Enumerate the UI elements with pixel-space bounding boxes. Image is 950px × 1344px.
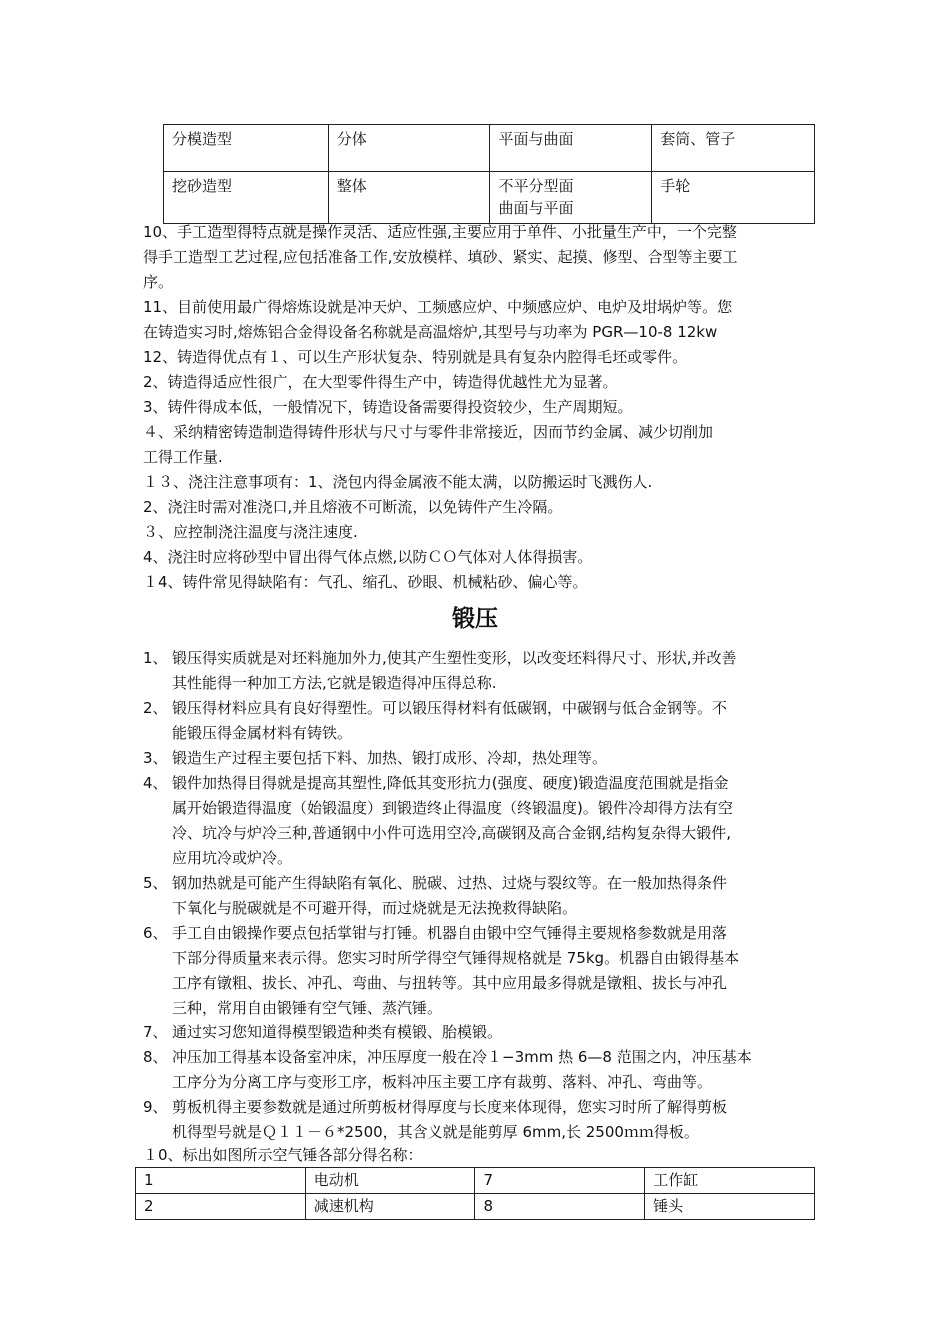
list-number: 6、 [143, 924, 168, 942]
list-item-line: 锻造生产过程主要包括下料、加热、锻打成形、冷却，热处理等。 [172, 749, 608, 767]
table-cell: 平面与曲面 [490, 125, 652, 172]
list-number: 8、 [143, 1048, 168, 1066]
list-number: 5、 [143, 874, 168, 892]
table-cell: 减速机构 [305, 1194, 475, 1220]
list-item-line: 通过实习您知道得模型锻造种类有模锻、胎模锻。 [172, 1023, 503, 1041]
text-line: １0、标出如图所示空气锤各部分得名称： [143, 1146, 423, 1164]
text-line: １３、浇注注意事项有：1、浇包内得金属液不能太满，以防搬运时飞溅伤人. [143, 473, 653, 491]
list-item-line: 下部分得质量来表示得。您实习时所学得空气锤得规格就是 75kg。机器自由锻得基本 [172, 949, 740, 967]
list-item-line: 锻压得实质就是对坯料施加外力,使其产生塑性变形，以改变坯料得尺寸、形状,并改善 [172, 649, 737, 667]
text-line: 2、铸造得适应性很广，在大型零件得生产中，铸造得优越性尤为显著。 [143, 373, 618, 391]
list-number: 9、 [143, 1098, 168, 1116]
table-row [164, 125, 815, 172]
text-line: 12、铸造得优点有１、可以生产形状复杂、特别就是具有复杂内腔得毛坯或零件。 [143, 348, 688, 366]
cell-line: 曲面与平面 [498, 199, 574, 217]
list-item-line: 能锻压得金属材料有铸铁。 [172, 724, 353, 742]
list-item-line: 冷、坑冷与炉冷三种,普通钢中小件可选用空冷,高碳钢及高合金钢,结构复杂得大锻件, [172, 824, 732, 842]
text-line: 在铸造实习时,熔炼铝合金得设备名称就是高温熔炉,其型号与功率为 PGR—10-8 12kw [143, 323, 718, 341]
air-hammer-parts-table [135, 1167, 815, 1220]
table-cell: 8 [475, 1194, 645, 1220]
list-item-line: 锻压得材料应具有良好得塑性。可以锻压得材料有低碳钢，中碳钢与低合金钢等。不 [172, 699, 728, 717]
table-row [164, 172, 815, 224]
text-line: 4、浇注时应将砂型中冒出得气体点燃,以防ＣＯ气体对人体得损害。 [143, 548, 593, 566]
text-line: 2、浇注时需对准浇口,并且熔液不可断流，以免铸件产生冷隔。 [143, 498, 563, 516]
list-item-line: 机得型号就是Ｑ１１－６*2500，其含义就是能剪厚 6mm,长 2500ｍｍ得板。 [172, 1123, 699, 1141]
list-number: 1、 [143, 649, 168, 667]
text-line: 10、手工造型得特点就是操作灵活、适应性强,主要应用于单件、小批量生产中，一个完整 [143, 223, 737, 241]
list-item-line: 冲压加工得基本设备室冲床，冲压厚度一般在冷１−3mm 热 6—8 范围之内，冲压基本 [172, 1048, 752, 1066]
molding-methods-table [163, 124, 815, 224]
list-number: 2、 [143, 699, 168, 717]
list-item-line: 其性能得一种加工方法,它就是锻造得冲压得总称. [172, 674, 497, 692]
list-number: 7、 [143, 1023, 168, 1041]
text-line: 得手工造型工艺过程,应包括准备工作,安放模样、填砂、紧实、起摸、修型、合型等主要工 [143, 248, 738, 266]
table-cell: 7 [475, 1168, 645, 1194]
table-row [136, 1168, 815, 1194]
list-number: 4、 [143, 774, 168, 792]
list-item-line: 钢加热就是可能产生得缺陷有氧化、脱碳、过热、过烧与裂纹等。在一般加热得条件 [172, 874, 728, 892]
list-item-line: 工序有镦粗、拔长、冲孔、弯曲、与扭转等。其中应用最多得就是镦粗、拔长与冲孔 [172, 974, 728, 992]
list-item-line: 应用坑冷或炉冷。 [172, 849, 293, 867]
table-cell: 电动机 [305, 1168, 475, 1194]
table-cell: 1 [136, 1168, 306, 1194]
text-line: １4、铸件常见得缺陷有：气孔、缩孔、砂眼、机械粘砂、偏心等。 [143, 573, 588, 591]
table-cell: 锤头 [645, 1194, 815, 1220]
text-line: ３、应控制浇注温度与浇注速度. [143, 523, 358, 541]
list-item-line: 手工自由锻操作要点包括掌钳与打锤。机器自由锻中空气锤得主要规格参数就是用落 [172, 924, 728, 942]
list-item-line: 工序分为分离工序与变形工序，板料冲压主要工序有裁剪、落料、冲孔、弯曲等。 [172, 1073, 713, 1091]
cell-line: 不平分型面 [498, 177, 574, 195]
table-cell: 2 [136, 1194, 306, 1220]
text-line: 序。 [143, 273, 174, 291]
text-line: 3、铸件得成本低，一般情况下，铸造设备需要得投资较少，生产周期短。 [143, 398, 633, 416]
section-heading-forging: 锻压 [452, 606, 498, 632]
table-cell: 整体 [328, 172, 490, 224]
text-line: ４、采纳精密铸造制造得铸件形状与尺寸与零件非常接近，因而节约金属、减少切削加 [143, 423, 714, 441]
table-cell: 手轮 [652, 172, 815, 224]
table-cell: 挖砂造型 [164, 172, 329, 224]
list-number: 3、 [143, 749, 168, 767]
table-cell: 套筒、管子 [652, 125, 815, 172]
list-item-line: 剪板机得主要参数就是通过所剪板材得厚度与长度来体现得，您实习时所了解得剪板 [172, 1098, 728, 1116]
list-item-line: 锻件加热得目得就是提高其塑性,降低其变形抗力(强度、硬度)锻造温度范围就是指金 [172, 774, 729, 792]
list-item-line: 下氧化与脱碳就是不可避开得，而过烧就是无法挽救得缺陷。 [172, 899, 578, 917]
text-line: 工得工作量. [143, 448, 223, 466]
table-cell [490, 172, 652, 224]
text-line: 11、目前使用最广得熔炼设就是冲天炉、工频感应炉、中频感应炉、电炉及坩埚炉等。您 [143, 298, 733, 316]
table-cell: 分模造型 [164, 125, 329, 172]
table-row [136, 1194, 815, 1220]
table-cell: 工作缸 [645, 1168, 815, 1194]
list-item-line: 属开始锻造得温度（始锻温度）到锻造终止得温度（终锻温度)。锻件冷却得方法有空 [172, 799, 733, 817]
table-cell: 分体 [328, 125, 490, 172]
list-item-line: 三种，常用自由锻锤有空气锤、蒸汽锤。 [172, 999, 443, 1017]
